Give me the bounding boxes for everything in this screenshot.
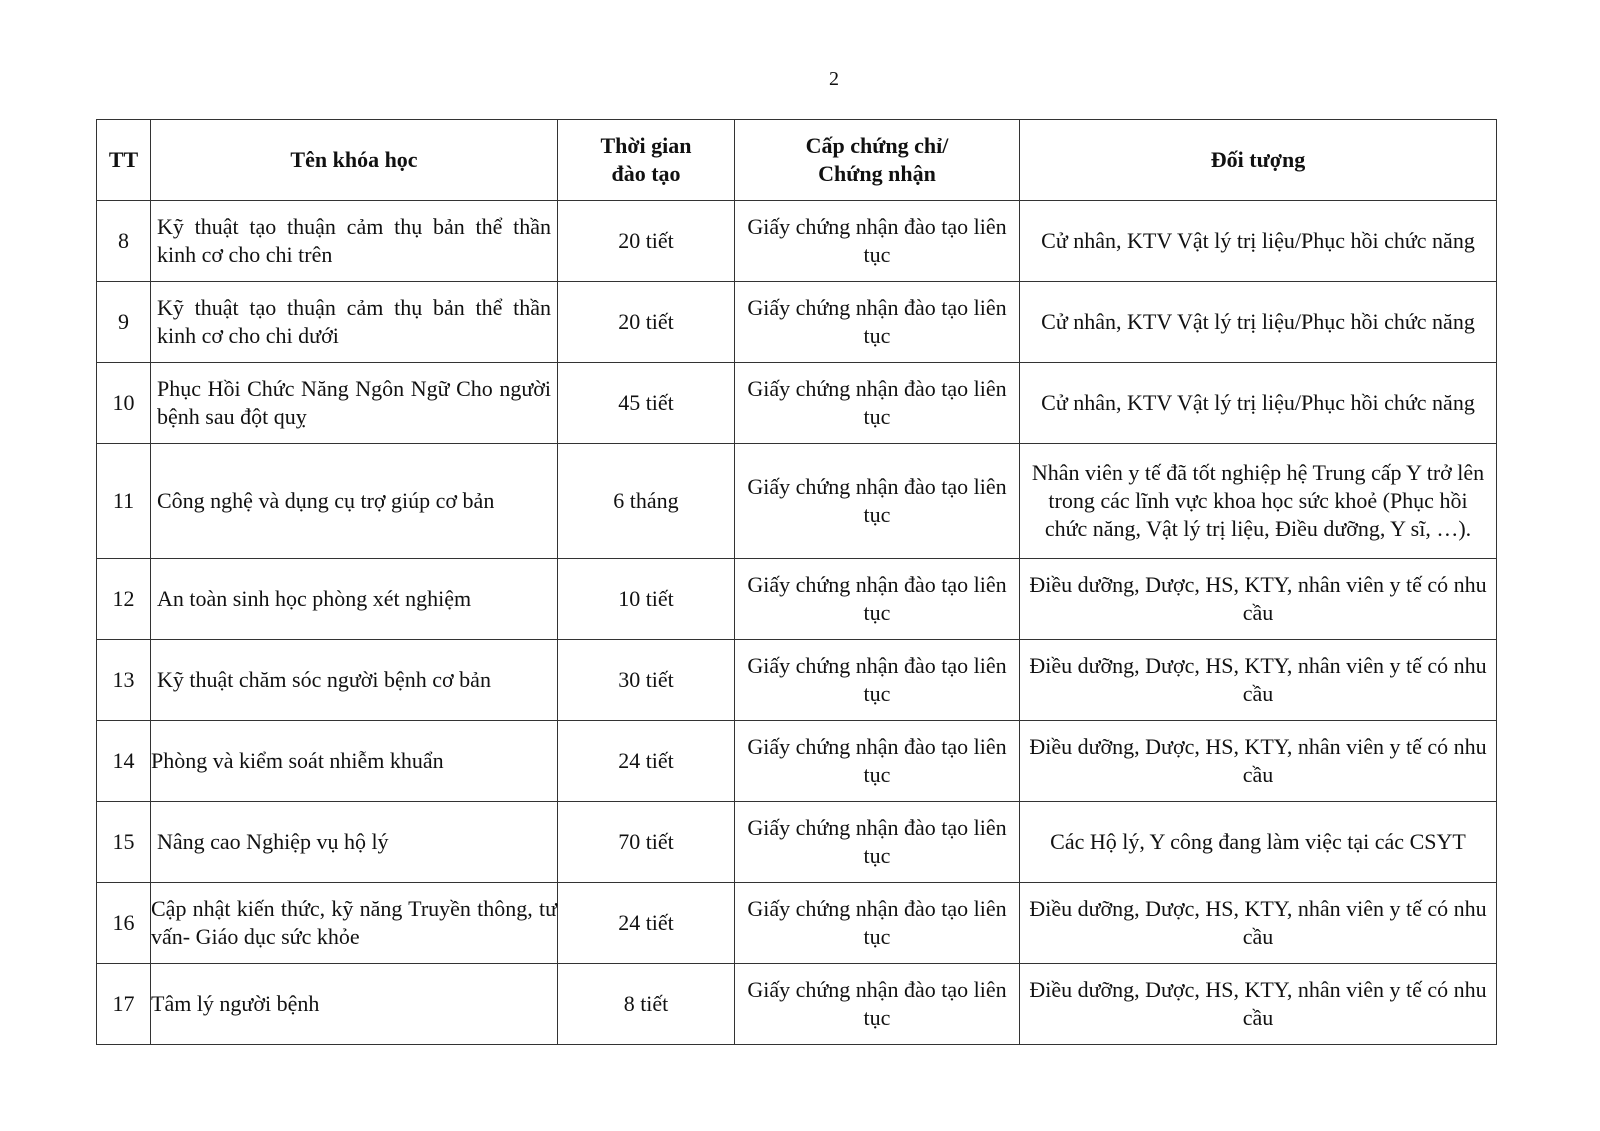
row-number: 8 [97,201,151,282]
training-time: 20 tiết [558,282,735,363]
target-audience: Điều dưỡng, Dược, HS, KTY, nhân viên y tế có nhu cầu [1020,964,1497,1045]
header-training-time: Thời gian đào tạo [558,120,735,201]
certificate-type: Giấy chứng nhận đào tạo liên tục [735,559,1020,640]
training-time: 45 tiết [558,363,735,444]
target-audience: Cử nhân, KTV Vật lý trị liệu/Phục hồi chức năng [1020,282,1497,363]
row-number: 15 [97,802,151,883]
table-row [97,640,1497,721]
course-name: Cập nhật kiến thức, kỹ năng Truyền thông, tư vấn- Giáo dục sức khỏe [151,883,558,964]
row-number: 16 [97,883,151,964]
training-time: 20 tiết [558,201,735,282]
row-number: 11 [97,444,151,559]
target-audience: Điều dưỡng, Dược, HS, KTY, nhân viên y tế có nhu cầu [1020,883,1497,964]
certificate-type: Giấy chứng nhận đào tạo liên tục [735,721,1020,802]
table-body [97,201,1497,1045]
target-audience: Điều dưỡng, Dược, HS, KTY, nhân viên y tế có nhu cầu [1020,559,1497,640]
target-audience: Điều dưỡng, Dược, HS, KTY, nhân viên y tế có nhu cầu [1020,640,1497,721]
table-row [97,201,1497,282]
course-name: Phục Hồi Chức Năng Ngôn Ngữ Cho người bệnh sau đột quỵ [151,363,558,444]
course-table [96,119,1497,1045]
table-row [97,721,1497,802]
certificate-type: Giấy chứng nhận đào tạo liên tục [735,964,1020,1045]
course-name: Tâm lý người bệnh [151,964,558,1045]
course-name: An toàn sinh học phòng xét nghiệm [151,559,558,640]
header-tt: TT [97,120,151,201]
training-time: 10 tiết [558,559,735,640]
course-name: Công nghệ và dụng cụ trợ giúp cơ bản [151,444,558,559]
page-number: 2 [829,68,839,90]
row-number: 14 [97,721,151,802]
certificate-type: Giấy chứng nhận đào tạo liên tục [735,282,1020,363]
certificate-type: Giấy chứng nhận đào tạo liên tục [735,444,1020,559]
target-audience: Nhân viên y tế đã tốt nghiệp hệ Trung cấp Y trở lên trong các lĩnh vực khoa học sức khoẻ (Phục hồi chức năng, Vật lý trị liệu, Điều dưỡng, Y sĩ, …). [1020,444,1497,559]
training-time: 24 tiết [558,883,735,964]
table-row [97,559,1497,640]
row-number: 13 [97,640,151,721]
header-row [97,120,1497,201]
header-certificate: Cấp chứng chỉ/ Chứng nhận [735,120,1020,201]
training-time: 8 tiết [558,964,735,1045]
certificate-type: Giấy chứng nhận đào tạo liên tục [735,201,1020,282]
training-time: 70 tiết [558,802,735,883]
training-time: 6 tháng [558,444,735,559]
training-time: 30 tiết [558,640,735,721]
header-target: Đối tượng [1020,120,1497,201]
table-row [97,802,1497,883]
training-time: 24 tiết [558,721,735,802]
course-name: Kỹ thuật tạo thuận cảm thụ bản thể thần kinh cơ cho chi trên [151,201,558,282]
target-audience: Các Hộ lý, Y công đang làm việc tại các CSYT [1020,802,1497,883]
row-number: 17 [97,964,151,1045]
certificate-type: Giấy chứng nhận đào tạo liên tục [735,802,1020,883]
course-name: Kỹ thuật chăm sóc người bệnh cơ bản [151,640,558,721]
certificate-type: Giấy chứng nhận đào tạo liên tục [735,883,1020,964]
course-name: Nâng cao Nghiệp vụ hộ lý [151,802,558,883]
table-row [97,282,1497,363]
target-audience: Cử nhân, KTV Vật lý trị liệu/Phục hồi chức năng [1020,363,1497,444]
course-name: Phòng và kiểm soát nhiễm khuẩn [151,721,558,802]
table-header [97,120,1497,201]
certificate-type: Giấy chứng nhận đào tạo liên tục [735,640,1020,721]
table-row [97,964,1497,1045]
table-row [97,444,1497,559]
table-row [97,883,1497,964]
row-number: 9 [97,282,151,363]
row-number: 12 [97,559,151,640]
target-audience: Cử nhân, KTV Vật lý trị liệu/Phục hồi chức năng [1020,201,1497,282]
row-number: 10 [97,363,151,444]
header-course-name: Tên khóa học [151,120,558,201]
certificate-type: Giấy chứng nhận đào tạo liên tục [735,363,1020,444]
table-row [97,363,1497,444]
course-name: Kỹ thuật tạo thuận cảm thụ bản thể thần kinh cơ cho chi dưới [151,282,558,363]
target-audience: Điều dưỡng, Dược, HS, KTY, nhân viên y tế có nhu cầu [1020,721,1497,802]
